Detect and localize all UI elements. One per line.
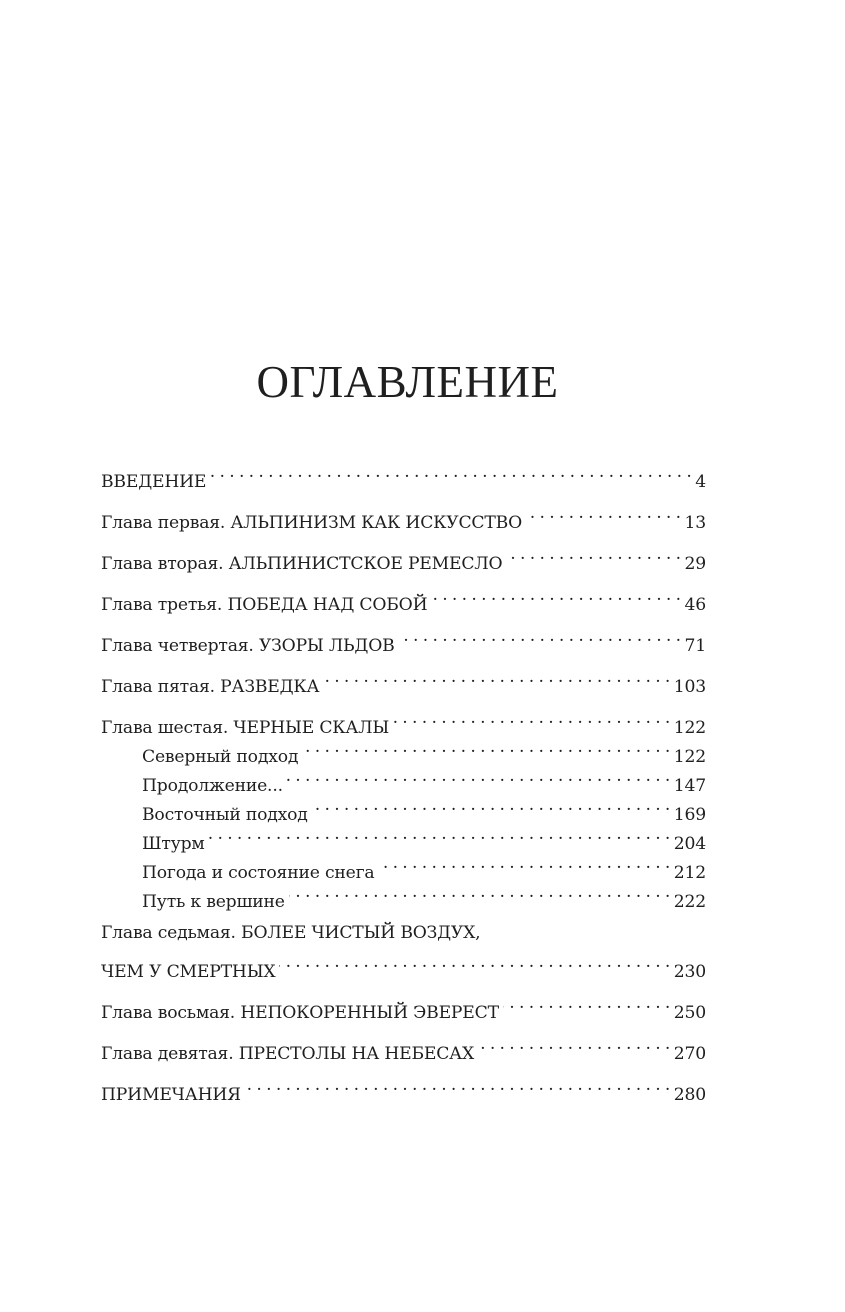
dot-leader — [289, 878, 670, 907]
toc-entry-label: Глава девятая. ПРЕСТОЛЫ НА НЕБЕСАХ — [101, 1044, 475, 1064]
toc-entry-label: Глава третья. ПОБЕДА НАД СОБОЙ — [101, 595, 428, 615]
toc-entry-page: 212 — [673, 863, 706, 883]
toc-entry-label: ВВЕДЕНИЕ — [101, 472, 207, 492]
toc-entry-page: 250 — [673, 1003, 706, 1023]
toc-entry-label: Путь к вершине — [142, 892, 285, 912]
toc-entry-page: 230 — [673, 962, 706, 982]
toc-entry-label: Глава четвертая. УЗОРЫ ЛЬДОВ — [101, 636, 395, 656]
toc-entry-page: 204 — [673, 834, 706, 854]
dot-leader — [323, 663, 669, 692]
dot-leader — [478, 1030, 670, 1059]
toc-entry-page: 122 — [673, 747, 706, 767]
toc-entry-label-line-1: Глава седьмая. БОЛЕЕ ЧИСТЫЙ ВОЗДУХ, — [101, 923, 481, 943]
toc-entry-chapter-9[interactable] — [101, 1030, 706, 1064]
dot-leader — [378, 849, 669, 878]
toc-entry-chapter-5[interactable] — [101, 663, 706, 697]
toc-entry-page: 147 — [673, 776, 706, 796]
toc-entry-label: Северный подход — [142, 747, 299, 767]
toc-entry-page: 103 — [673, 677, 706, 697]
toc-entry-label: Глава пятая. РАЗВЕДКА — [101, 677, 320, 697]
toc-entry-label: Продолжение... — [142, 776, 283, 796]
toc-entry-label: Погода и состояние снега — [142, 863, 375, 883]
dot-leader — [209, 820, 670, 849]
dot-leader — [287, 762, 670, 791]
toc-entry-label: ПРИМЕЧАНИЯ — [101, 1085, 241, 1105]
dot-leader — [210, 458, 691, 487]
toc-entry-label: Глава шестая. ЧЕРНЫЕ СКАЛЫ — [101, 718, 390, 738]
page-title: ОГЛАВЛЕНИЕ — [256, 357, 559, 407]
toc-entry-chapter-6[interactable] — [101, 704, 706, 738]
toc-entry-introduction[interactable] — [101, 458, 706, 492]
toc-entry-chapter-2[interactable] — [101, 540, 706, 574]
toc-entry-label: Глава восьмая. НЕПОКОРЕННЫЙ ЭВЕРЕСТ — [101, 1003, 499, 1023]
dot-leader — [393, 704, 670, 733]
table-of-contents — [101, 458, 706, 1112]
toc-entry-page: 222 — [673, 892, 706, 912]
toc-entry-page: 270 — [673, 1044, 706, 1064]
dot-leader — [506, 540, 680, 569]
toc-entry-chapter-3[interactable] — [101, 581, 706, 615]
toc-entry-page: 280 — [673, 1085, 706, 1105]
toc-entry-label-line-2: ЧЕМ У СМЕРТНЫХ — [101, 962, 276, 982]
dot-leader — [526, 499, 681, 528]
toc-entry-page: 46 — [684, 595, 706, 615]
toc-entry-notes[interactable] — [101, 1071, 706, 1105]
toc-entry-page: 122 — [673, 718, 706, 738]
toc-entry-label: Штурм — [142, 834, 205, 854]
toc-entry-chapter-8[interactable] — [101, 989, 706, 1023]
toc-entry-page: 4 — [695, 472, 706, 492]
toc-entry-page: 169 — [673, 805, 706, 825]
toc-entry-chapter-1[interactable] — [101, 499, 706, 533]
dot-leader — [503, 989, 670, 1018]
dot-leader — [312, 791, 670, 820]
toc-entry-label: Восточный подход — [142, 805, 308, 825]
toc-entry-page: 29 — [684, 554, 706, 574]
dot-leader — [245, 1071, 670, 1100]
dot-leader — [431, 581, 680, 610]
toc-entry-chapter-7[interactable] — [101, 919, 706, 982]
toc-entry-label: Глава первая. АЛЬПИНИЗМ КАК ИСКУССТВО — [101, 513, 522, 533]
dot-leader — [279, 948, 669, 977]
toc-entry-page: 13 — [684, 513, 706, 533]
toc-entry-chapter-4[interactable] — [101, 622, 706, 656]
toc-entry-page: 71 — [684, 636, 706, 656]
toc-entry-label: Глава вторая. АЛЬПИНИСТСКОЕ РЕМЕСЛО — [101, 554, 503, 574]
dot-leader — [302, 733, 670, 762]
dot-leader — [399, 622, 681, 651]
